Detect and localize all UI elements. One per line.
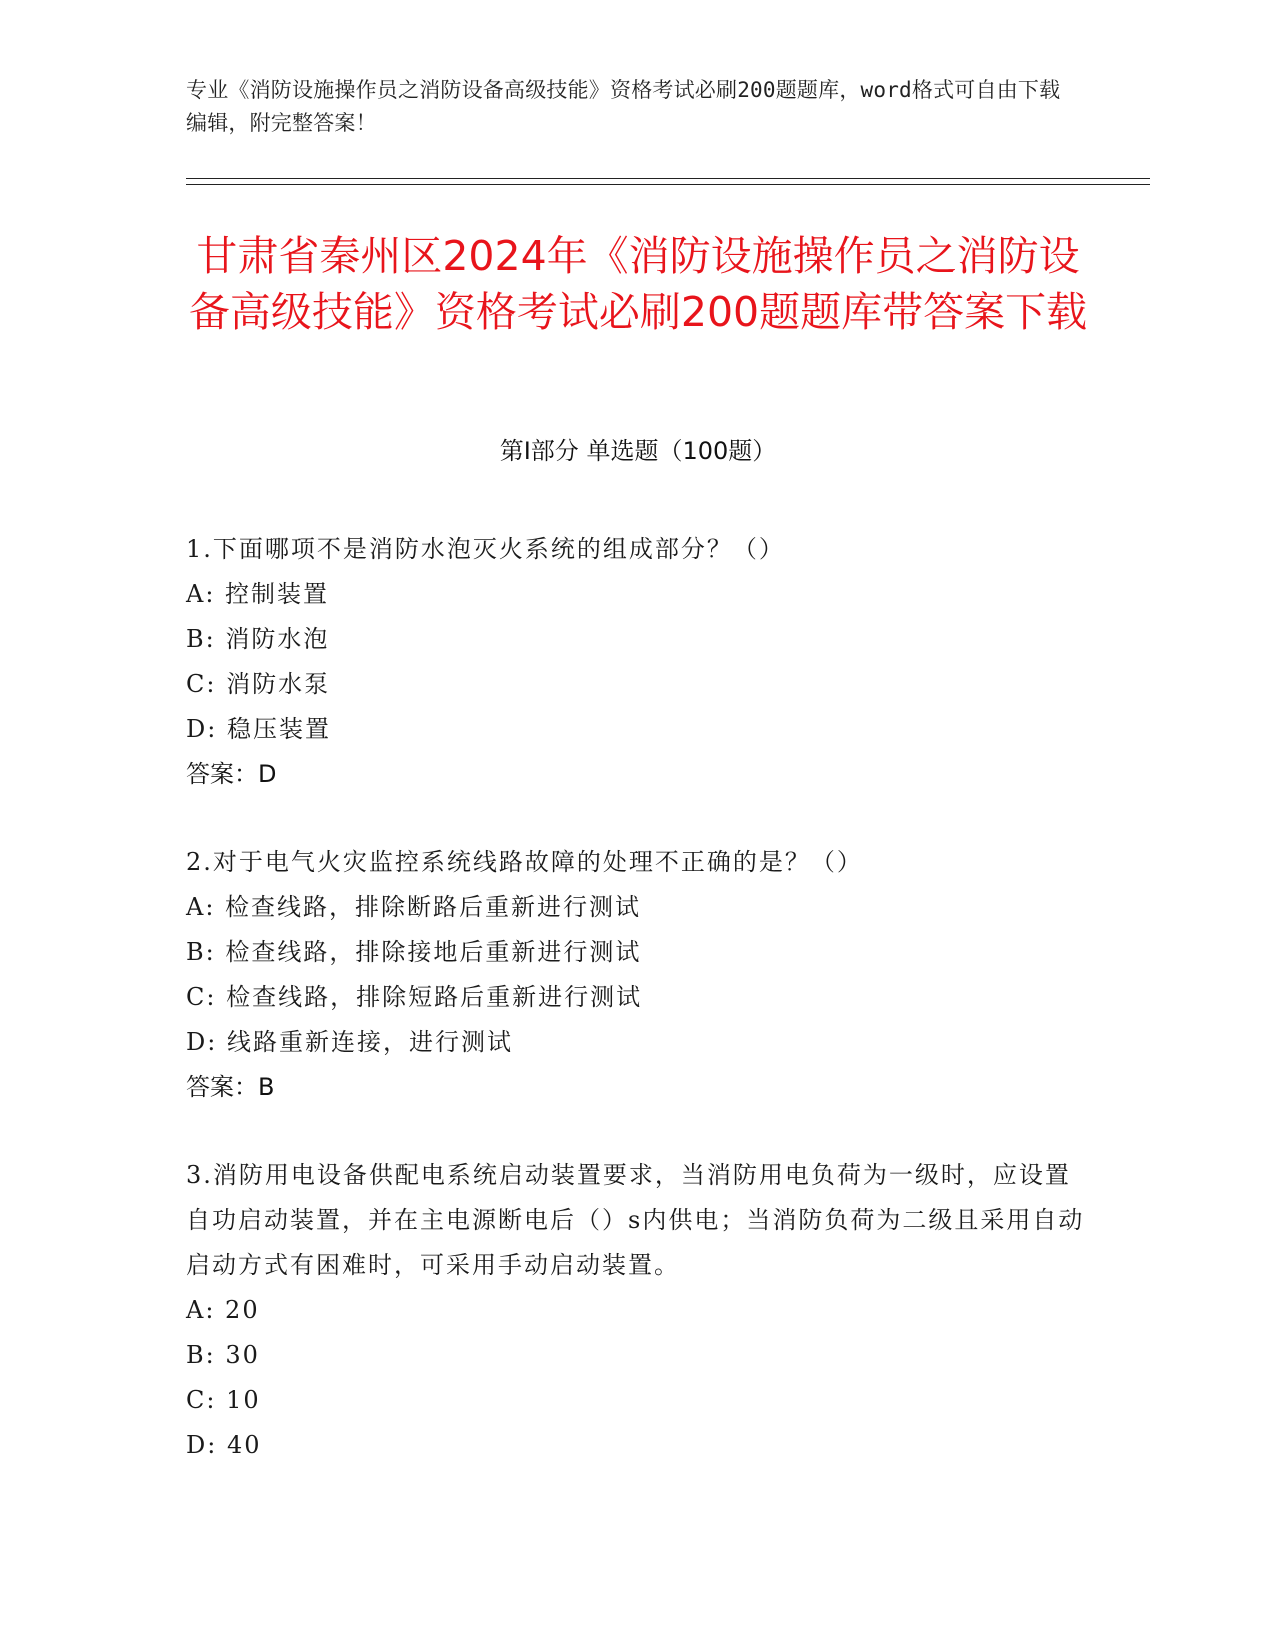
option-d: D: 稳压装置: [186, 715, 331, 743]
question-3: [186, 1153, 1086, 1468]
question-text: 1.下面哪项不是消防水泡灭火系统的组成部分？（）: [186, 535, 785, 563]
answer: 答案：B: [186, 1073, 275, 1101]
question-list: [186, 527, 1086, 1511]
document-title: 甘肃省秦州区2024年《消防设施操作员之消防设备高级技能》资格考试必刷200题题库带答案下载: [188, 232, 1088, 336]
option-b: B: 检查线路，排除接地后重新进行测试: [186, 938, 642, 966]
option-c: C: 消防水泵: [186, 670, 331, 698]
header-divider-bottom: [186, 184, 1150, 185]
option-c: C: 10: [186, 1386, 261, 1414]
option-d: D: 40: [186, 1431, 262, 1459]
option-b: B: 消防水泡: [186, 625, 330, 653]
section-title: 第I部分 单选题（100题）: [499, 437, 777, 465]
question-text: 3.消防用电设备供配电系统启动装置要求，当消防用电负荷为一级时，应设置自功启动装置，并在主电源断电后（）s内供电；当消防负荷为二级且采用自动启动方式有困难时，可采用手动启动装置。: [186, 1161, 1085, 1279]
question-text: 2.对于电气火灾监控系统线路故障的处理不正确的是？（）: [186, 848, 863, 876]
question-1: [186, 527, 1086, 797]
header-note: 专业《消防设施操作员之消防设备高级技能》资格考试必刷200题题库，word格式可自由下载编辑，附完整答案！: [186, 78, 1061, 135]
option-a: A: 控制装置: [186, 580, 330, 608]
answer: 答案：D: [186, 760, 277, 788]
option-a: A: 20: [186, 1296, 260, 1324]
header-divider-top: [186, 178, 1150, 179]
question-2: [186, 840, 1086, 1110]
option-a: A: 检查线路，排除断路后重新进行测试: [186, 893, 642, 921]
option-d: D: 线路重新连接，进行测试: [186, 1028, 513, 1056]
option-b: B: 30: [186, 1341, 260, 1369]
option-c: C: 检查线路，排除短路后重新进行测试: [186, 983, 643, 1011]
